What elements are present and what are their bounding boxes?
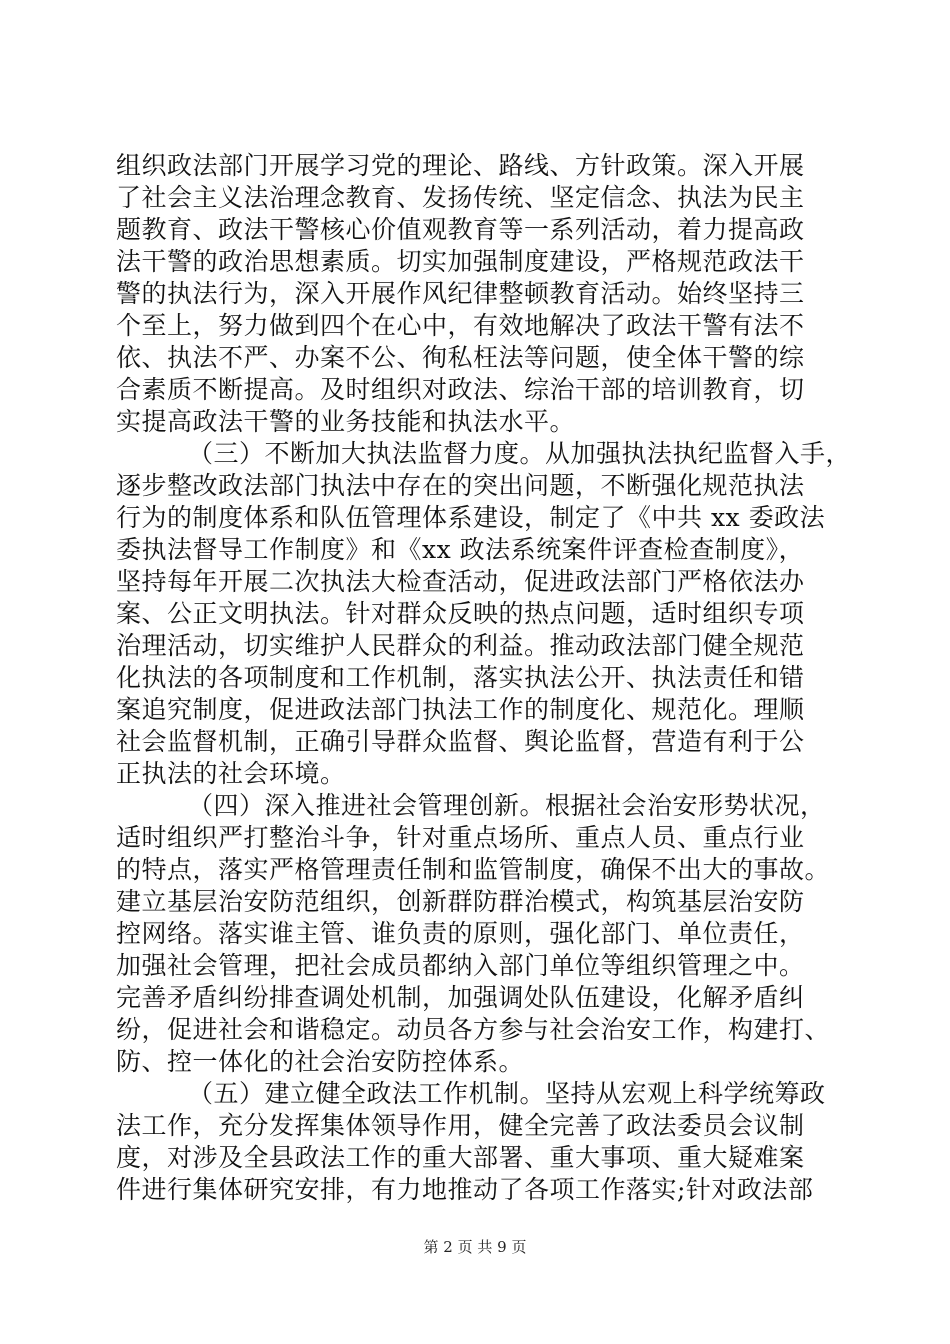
paragraph-first-line: （五）建立健全政法工作机制。坚持从宏观上科学统筹政 bbox=[188, 1079, 826, 1108]
text-line: 法工作，充分发挥集体领导作用，健全完善了政法委员会议制 bbox=[116, 1111, 805, 1140]
text-line: 件进行集体研究安排，有力地推动了各项工作落实;针对政法部 bbox=[116, 1175, 814, 1204]
text-line: 委执法督导工作制度》和《xx 政法系统案件评查检查制度》， bbox=[116, 535, 805, 564]
text-line: 适时组织严打整治斗争，针对重点场所、重点人员、重点行业 bbox=[116, 823, 805, 852]
text-line: 案、公正文明执法。针对群众反映的热点问题，适时组织专项 bbox=[116, 599, 805, 628]
document-body bbox=[116, 150, 856, 1206]
text-line: 坚持每年开展二次执法大检查活动，促进政法部门严格依法办 bbox=[116, 567, 805, 596]
text-line: 正执法的社会环境。 bbox=[116, 759, 346, 788]
text-line: 警的执法行为，深入开展作风纪律整顿教育活动。始终坚持三 bbox=[116, 279, 805, 308]
text-line: 个至上，努力做到四个在心中，有效地解决了政法干警有法不 bbox=[116, 311, 805, 340]
text-line: 组织政法部门开展学习党的理论、路线、方针政策。深入开展 bbox=[116, 151, 805, 180]
paragraph-first-line: （三）不断加大执法监督力度。从加强执法执纪监督入手， bbox=[188, 439, 852, 468]
text-line: 社会监督机制，正确引导群众监督、舆论监督，营造有利于公 bbox=[116, 727, 805, 756]
text-line: 的特点，落实严格管理责任制和监管制度，确保不出大的事故。 bbox=[116, 855, 831, 884]
text-line: 防、控一体化的社会治安防控体系。 bbox=[116, 1047, 525, 1076]
text-line: 行为的制度体系和队伍管理体系建设，制定了《中共 xx 委政法 bbox=[116, 503, 826, 532]
text-line: 度，对涉及全县政法工作的重大部署、重大事项、重大疑难案 bbox=[116, 1143, 805, 1172]
text-line: 治理活动，切实维护人民群众的利益。推动政法部门健全规范 bbox=[116, 631, 805, 660]
text-line: 依、执法不严、办案不公、徇私枉法等问题，使全体干警的综 bbox=[116, 343, 805, 372]
text-line: 控网络。落实谁主管、谁负责的原则，强化部门、单位责任， bbox=[116, 919, 805, 948]
page-footer: 第 2 页 共 9 页 bbox=[423, 1238, 527, 1256]
text-line: 法干警的政治思想素质。切实加强制度建设，严格规范政法干 bbox=[116, 247, 805, 276]
paragraph-first-line: （四）深入推进社会管理创新。根据社会治安形势状况， bbox=[188, 791, 826, 820]
text-line: 实提高政法干警的业务技能和执法水平。 bbox=[116, 407, 576, 436]
text-line: 题教育、政法干警核心价值观教育等一系列活动，着力提高政 bbox=[116, 215, 805, 244]
text-line: 逐步整改政法部门执法中存在的突出问题，不断强化规范执法 bbox=[116, 471, 805, 500]
text-line: 案追究制度，促进政法部门执法工作的制度化、规范化。理顺 bbox=[116, 695, 805, 724]
text-line: 化执法的各项制度和工作机制，落实执法公开、执法责任和错 bbox=[116, 663, 805, 692]
text-line: 建立基层治安防范组织，创新群防群治模式，构筑基层治安防 bbox=[116, 887, 805, 916]
text-line: 合素质不断提高。及时组织对政法、综治干部的培训教育，切 bbox=[116, 375, 805, 404]
text-line: 加强社会管理，把社会成员都纳入部门单位等组织管理之中。 bbox=[116, 951, 805, 980]
text-line: 了社会主义法治理念教育、发扬传统、坚定信念、执法为民主 bbox=[116, 183, 805, 212]
text-line: 完善矛盾纠纷排查调处机制，加强调处队伍建设，化解矛盾纠 bbox=[116, 983, 805, 1012]
text-line: 纷，促进社会和谐稳定。动员各方参与社会治安工作，构建打、 bbox=[116, 1015, 831, 1044]
